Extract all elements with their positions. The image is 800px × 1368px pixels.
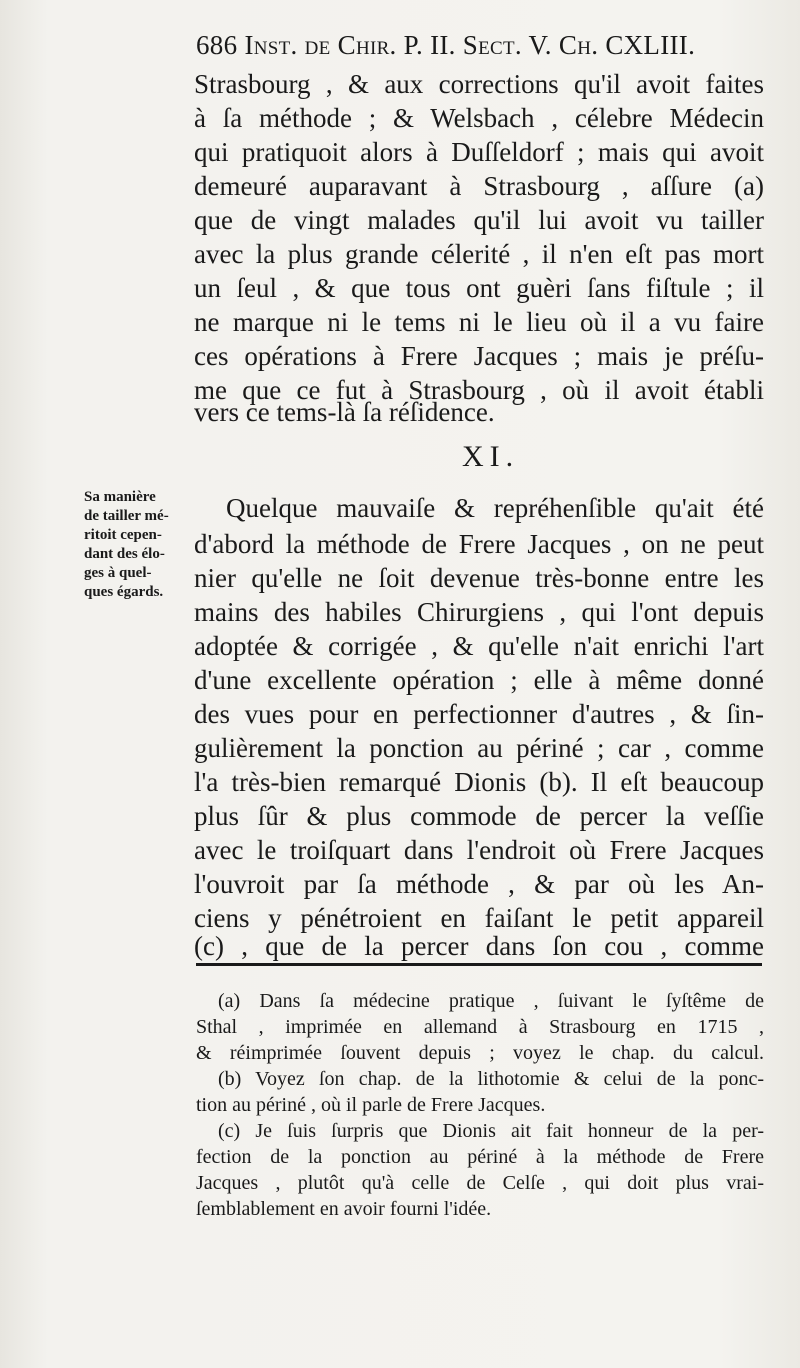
footnote-line: Sthal , imprimée en allemand à Strasbourg en 1715 , xyxy=(196,1016,764,1038)
margin-note xyxy=(84,488,192,602)
footnote-line: ſemblablement en avoir fourni l'idée. xyxy=(196,1198,492,1220)
text-line: ciens y pénétroient en faiſant le petit appareil xyxy=(194,903,764,933)
text-line: d'une excellente opération ; elle à même donné xyxy=(194,665,764,695)
footnote-line: (c) Je ſuis ſurpris que Dionis ait fait honneur de la per- xyxy=(218,1120,764,1142)
text-line: l'a très-bien remarqué Dionis (b). Il eſt beaucoup xyxy=(194,767,764,797)
text-line: à ſa méthode ; & Welsbach , célebre Médecin xyxy=(194,103,764,133)
text-line: ne marque ni le tems ni le lieu où il a vu faire xyxy=(194,307,764,337)
text-line: adoptée & corrigée , & qu'elle n'ait enrichi l'art xyxy=(194,631,764,661)
text-line: Strasbourg , & aux corrections qu'il avoit faites xyxy=(194,69,764,99)
running-header xyxy=(196,30,776,61)
text-line: ces opérations à Frere Jacques ; mais je préſu- xyxy=(194,341,764,371)
text-line: avec le troiſquart dans l'endroit où Frere Jacques xyxy=(194,835,764,865)
text-line: d'abord la méthode de Frere Jacques , on ne peut xyxy=(194,529,764,559)
text-line: que de vingt malades qu'il lui avoit vu tailler xyxy=(194,205,764,235)
text-line: me que ce fut à Strasbourg , où il avoit établi xyxy=(194,375,764,405)
text-line: gulièrement la ponction au périné ; car , comme xyxy=(194,733,764,763)
text-line: plus ſûr & plus commode de percer la veſſie xyxy=(194,801,764,831)
footnote-line: (b) Voyez ſon chap. de la lithotomie & celui de la ponc- xyxy=(218,1068,764,1090)
margin-note-line: ges à quel- xyxy=(84,565,152,581)
text-line: des vues pour en perfectionner d'autres , & ſin- xyxy=(194,699,764,729)
text-line: Quelque mauvaiſe & repréhenſible qu'ait été xyxy=(226,493,764,523)
text-line: demeuré auparavant à Strasbourg , aſſure (a) xyxy=(194,171,764,201)
text-line: nier qu'elle ne ſoit devenue très-bonne entre les xyxy=(194,563,764,593)
footnote-line: (a) Dans ſa médecine pratique , ſuivant le ſyſtême de xyxy=(218,990,764,1012)
margin-note-line: de tailler mé- xyxy=(84,508,169,524)
text-line: un ſeul , & que tous ont guèri ſans fiſtule ; il xyxy=(194,273,764,303)
margin-note-line: Sa manière xyxy=(84,489,156,505)
text-line: l'ouvroit par ſa méthode , & par où les An- xyxy=(194,869,764,899)
text-line: mains des habiles Chirurgiens , qui l'ont depuis xyxy=(194,597,764,627)
margin-note-line: ques égards. xyxy=(84,584,164,600)
footnote-rule xyxy=(196,963,762,966)
footnote-line: tion au périné , où il parle de Frere Jacques. xyxy=(196,1094,546,1116)
running-title: Inst. de Chir. P. II. Sect. V. Ch. CXLIII. xyxy=(244,30,696,60)
text-line: vers ce tems-là ſa réſidence. xyxy=(194,397,495,427)
page-number: 686 xyxy=(196,30,238,60)
text-line: (c) , que de la percer dans ſon cou , comme xyxy=(194,931,764,961)
margin-note-line: dant des élo- xyxy=(84,546,165,562)
text-line: qui pratiquoit alors à Duſſeldorf ; mais qui avoit xyxy=(194,137,764,167)
footnote-line: fection de la ponction au périné à la méthode de Frere xyxy=(196,1146,764,1168)
footnote-line: Jacques , plutôt qu'à celle de Celſe , qui doit plus vrai- xyxy=(196,1172,764,1194)
footnote-line: & réimprimée ſouvent depuis ; voyez le chap. du calcul. xyxy=(196,1042,764,1064)
text-line: avec la plus grande célerité , il n'en eſt pas mort xyxy=(194,239,764,269)
section-heading: XI. xyxy=(462,440,520,473)
margin-note-line: ritoit cepen- xyxy=(84,527,162,543)
